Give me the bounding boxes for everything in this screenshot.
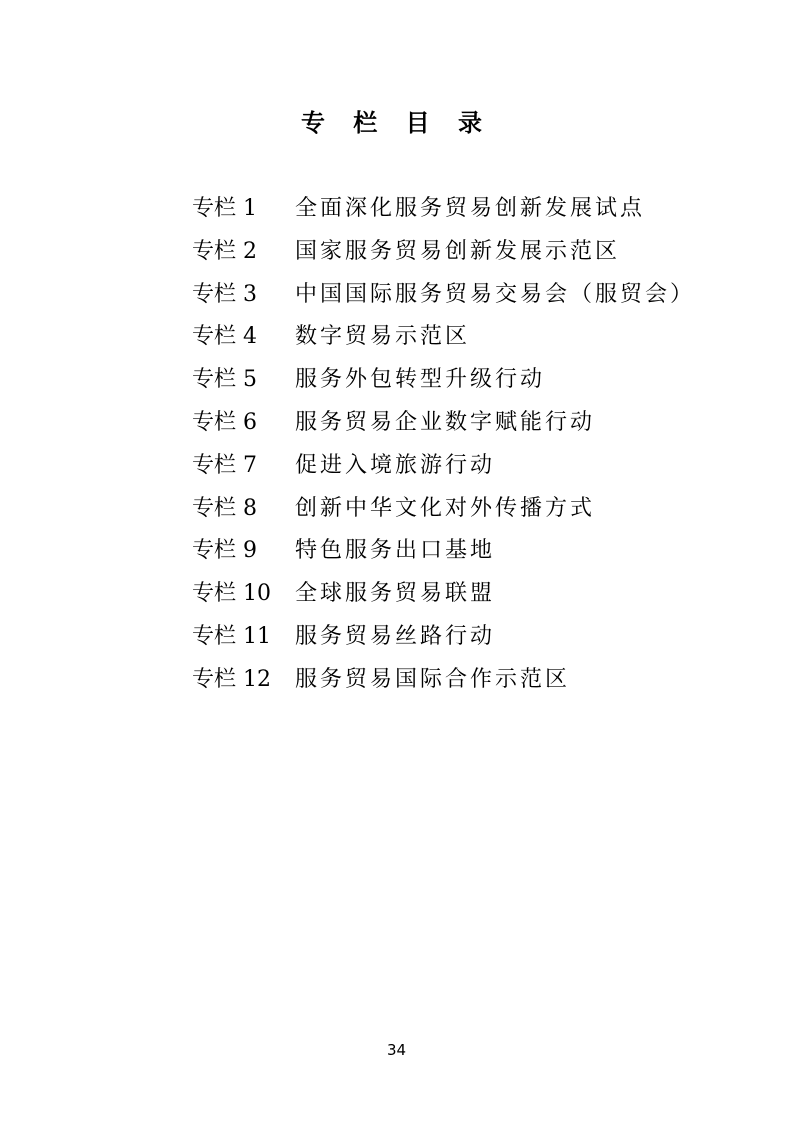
toc-item-text: 全球服务贸易联盟: [295, 581, 496, 607]
toc-item-11: [192, 616, 695, 659]
toc-item-text: 促进入境旅游行动: [295, 452, 496, 478]
toc-item-7: [192, 445, 695, 488]
table-of-contents: [192, 188, 695, 702]
toc-item-text: 特色服务出口基地: [295, 538, 496, 564]
toc-item-number: 专栏 9: [192, 538, 257, 564]
toc-item-5: [192, 359, 695, 402]
toc-item-10: [192, 573, 695, 616]
toc-item-number: 专栏 2: [192, 238, 257, 264]
toc-item-number: 专栏 6: [192, 409, 257, 435]
toc-item-number: 专栏 4: [192, 324, 257, 350]
toc-item-text: 国家服务贸易创新发展示范区: [295, 238, 621, 264]
toc-item-text: 数字贸易示范区: [295, 324, 471, 350]
toc-item-4: [192, 316, 695, 359]
toc-item-text: 中国国际服务贸易交易会（服贸会）: [295, 281, 696, 307]
toc-item-number: 专栏 1: [192, 196, 257, 221]
page-title: 专 栏 目 录: [300, 109, 493, 137]
toc-item-6: [192, 402, 695, 445]
toc-item-number: 专栏 3: [192, 281, 257, 307]
toc-item-text: 服务贸易国际合作示范区: [295, 666, 571, 692]
toc-item-text: 服务外包转型升级行动: [295, 367, 546, 393]
toc-item-text: 服务贸易企业数字赋能行动: [295, 409, 596, 435]
toc-item-9: [192, 530, 695, 573]
toc-item-text: 服务贸易丝路行动: [295, 623, 496, 649]
toc-item-number: 专栏 12: [192, 666, 271, 692]
toc-item-1: [192, 188, 695, 231]
toc-item-2: [192, 231, 695, 274]
toc-item-3: [192, 274, 695, 317]
toc-item-text: 创新中华文化对外传播方式: [295, 495, 596, 521]
toc-item-number: 专栏 5: [192, 367, 257, 393]
toc-item-number: 专栏 8: [192, 495, 257, 521]
toc-item-12: [192, 659, 695, 702]
page-number: 34: [386, 1041, 407, 1059]
toc-item-number: 专栏 11: [192, 623, 271, 649]
toc-item-8: [192, 488, 695, 531]
toc-item-number: 专栏 10: [192, 581, 271, 607]
toc-item-number: 专栏 7: [192, 452, 257, 478]
toc-item-text: 全面深化服务贸易创新发展试点: [295, 196, 646, 221]
